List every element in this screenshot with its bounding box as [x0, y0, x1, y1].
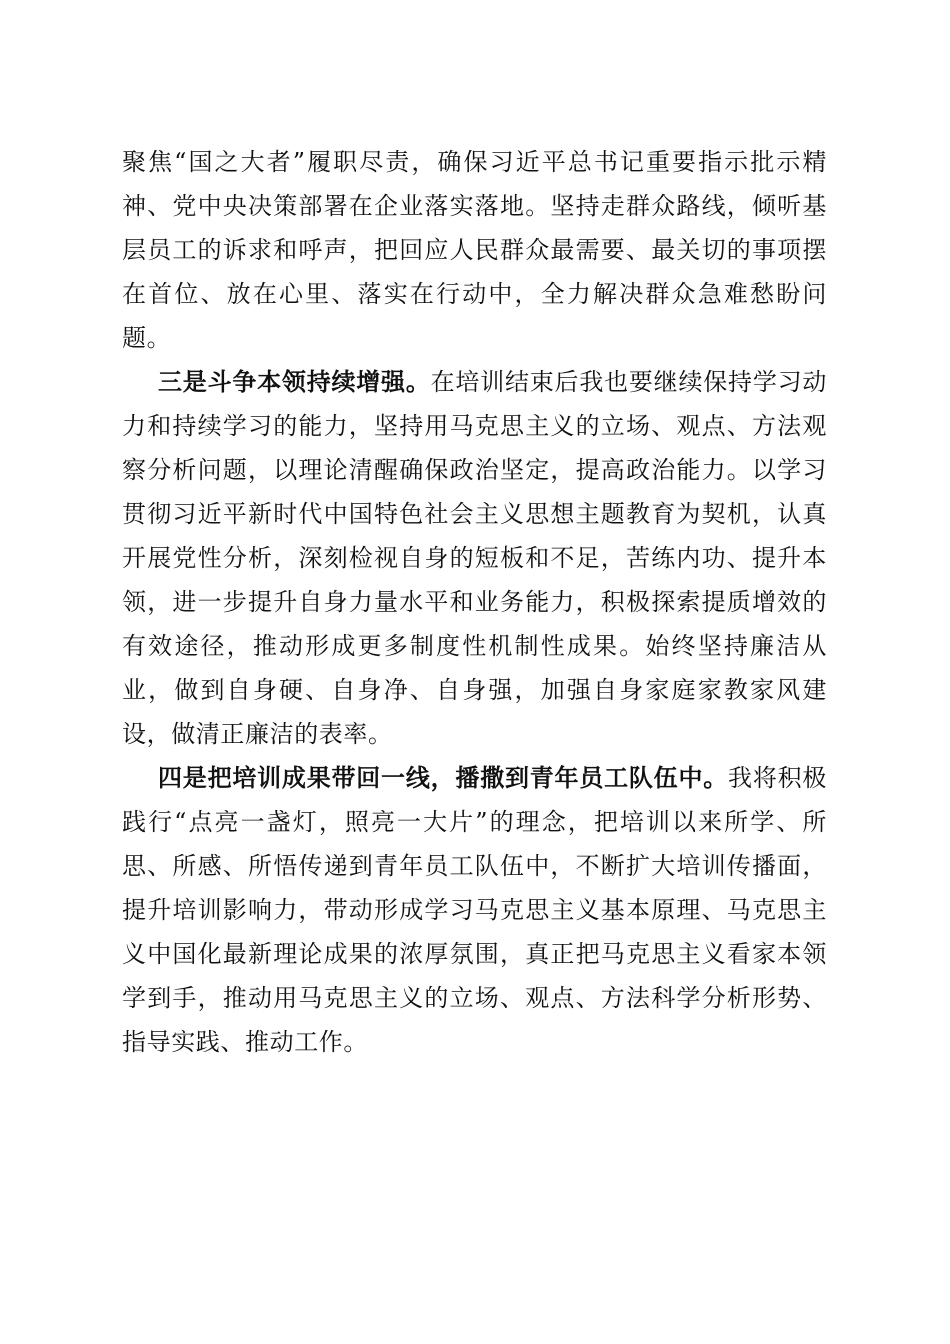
paragraph-continuation	[122, 140, 827, 360]
paragraph-text: 在培训结束后我也要继续保持学习动力和持续学习的能力，坚持用马克思主义的立场、观点、方法观察分析问题，以理论清醒确保政治坚定，提高政治能力。以学习贯彻习近平新时代中国特色社会主义思想主题教育为契机，认真开展党性分析，深刻检视自身的短板和不足，苦练内功、提升本领，进一步提升自身力量水平和业务能力，积极探索提质增效的有效途径，推动形成更多制度性机制性成果。始终坚持廉洁从业，做到自身硬、自身净、自身强，加强自身家庭家教家风建设，做清正廉洁的表率。	[122, 368, 827, 748]
paragraph-text: 我将积极践行“点亮一盏灯，照亮一大片”的理念，把培训以来所学、所思、所感、所悟传递到青年员工队伍中，不断扩大培训传播面，提升培训影响力，带动形成学习马克思主义基本原理、马克思主义中国化最新理论成果的浓厚氛围，真正把马克思主义看家本领学到手，推动用马克思主义的立场、观点、方法科学分析形势、指导实践、推动工作。	[122, 764, 827, 1056]
document-body	[122, 140, 827, 1064]
paragraph-lead-heading: 四是把培训成果带回一线，播撒到青年员工队伍中。	[158, 763, 729, 792]
paragraph-text: 聚焦“国之大者”履职尽责，确保习近平总书记重要指示批示精神、党中央决策部署在企业落实落地。坚持走群众路线，倾听基层员工的诉求和呼声，把回应人民群众最需要、最关切的事项摆在首位、放在心里、落实在行动中，全力解决群众急难愁盼问题。	[122, 148, 827, 352]
paragraph-lead-heading: 三是斗争本领持续增强。	[158, 367, 431, 396]
paragraph-struggle-skills	[122, 360, 827, 756]
paragraph-training-results	[122, 756, 827, 1064]
